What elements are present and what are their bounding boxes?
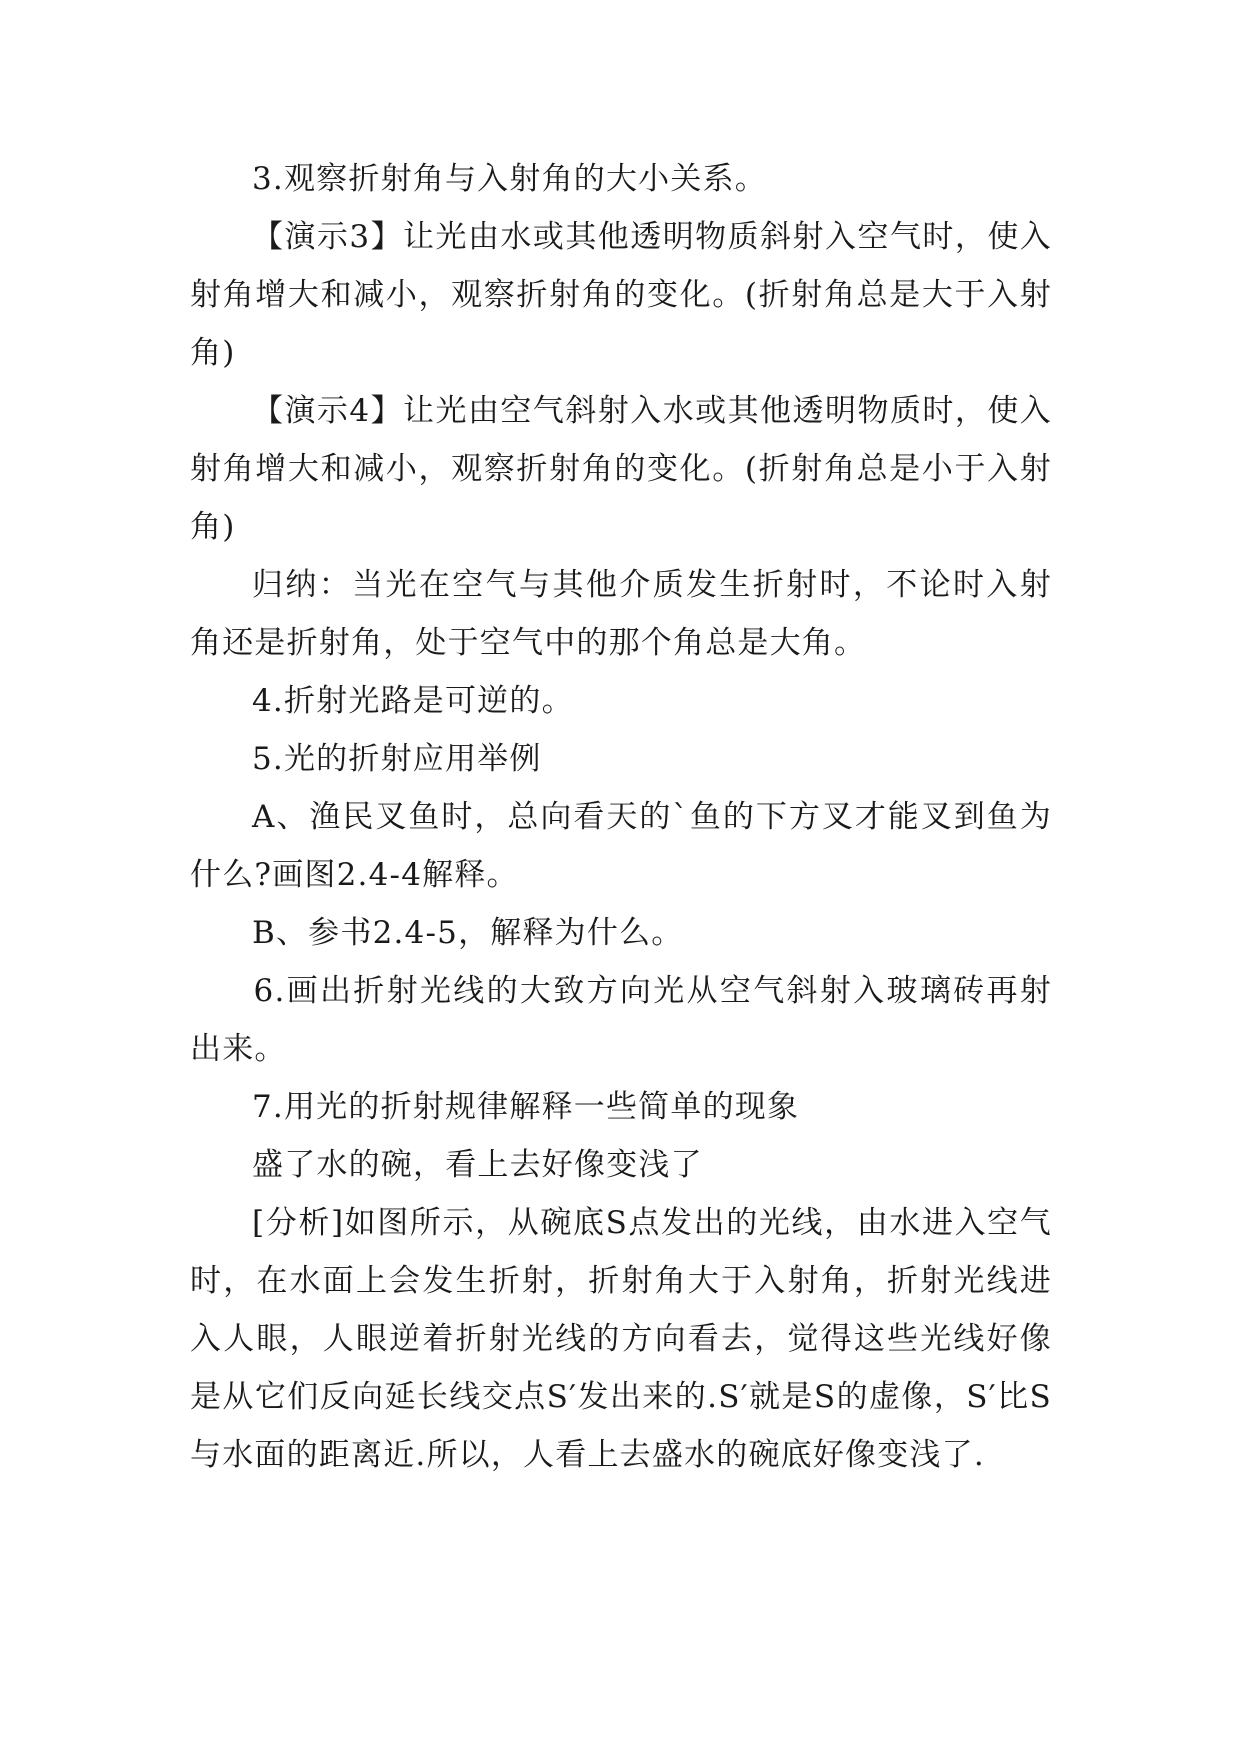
paragraph-summary: 归纳：当光在空气与其他介质发生折射时，不论时入射角还是折射角，处于空气中的那个角总是大角。 xyxy=(190,567,1052,661)
paragraph-example-a: A、渔民叉鱼时，总向看天的`鱼的下方叉才能叉到鱼为什么?画图2.4-4解释。 xyxy=(190,799,1052,893)
paragraph-step-6: 6.画出折射光线的大致方向光从空气斜射入玻璃砖再射出来。 xyxy=(190,973,1052,1067)
paragraph-demo-3: 【演示3】让光由水或其他透明物质斜射入空气时，使入射角增大和减小，观察折射角的变化。(折射角总是大于入射角) xyxy=(190,219,1052,371)
paragraph-step-7: 7.用光的折射规律解释一些简单的现象 xyxy=(252,1089,800,1125)
paragraph-step-4: 4.折射光路是可逆的。 xyxy=(252,683,574,719)
paragraph-step-3: 3.观察折射角与入射角的大小关系。 xyxy=(252,161,767,197)
paragraph-example-b: B、参书2.4-5，解释为什么。 xyxy=(252,915,684,951)
paragraph-step-5: 5.光的折射应用举例 xyxy=(252,741,542,777)
paragraph-demo-4: 【演示4】让光由空气斜射入水或其他透明物质时，使入射角增大和减小，观察折射角的变化。(折射角总是小于入射角) xyxy=(190,393,1052,545)
document-body xyxy=(190,150,1052,1484)
paragraph-bowl-example: 盛了水的碗，看上去好像变浅了 xyxy=(252,1147,703,1183)
paragraph-analysis: [分析]如图所示，从碗底S点发出的光线，由水进入空气时，在水面上会发生折射，折射角大于入射角，折射光线进入人眼，人眼逆着折射光线的方向看去，觉得这些光线好像是从它们反向延长线交点S′发出来的.S′就是S的虚像，S′比S与水面的距离近.所以，人看上去盛水的碗底好像变浅了. xyxy=(190,1205,1052,1473)
